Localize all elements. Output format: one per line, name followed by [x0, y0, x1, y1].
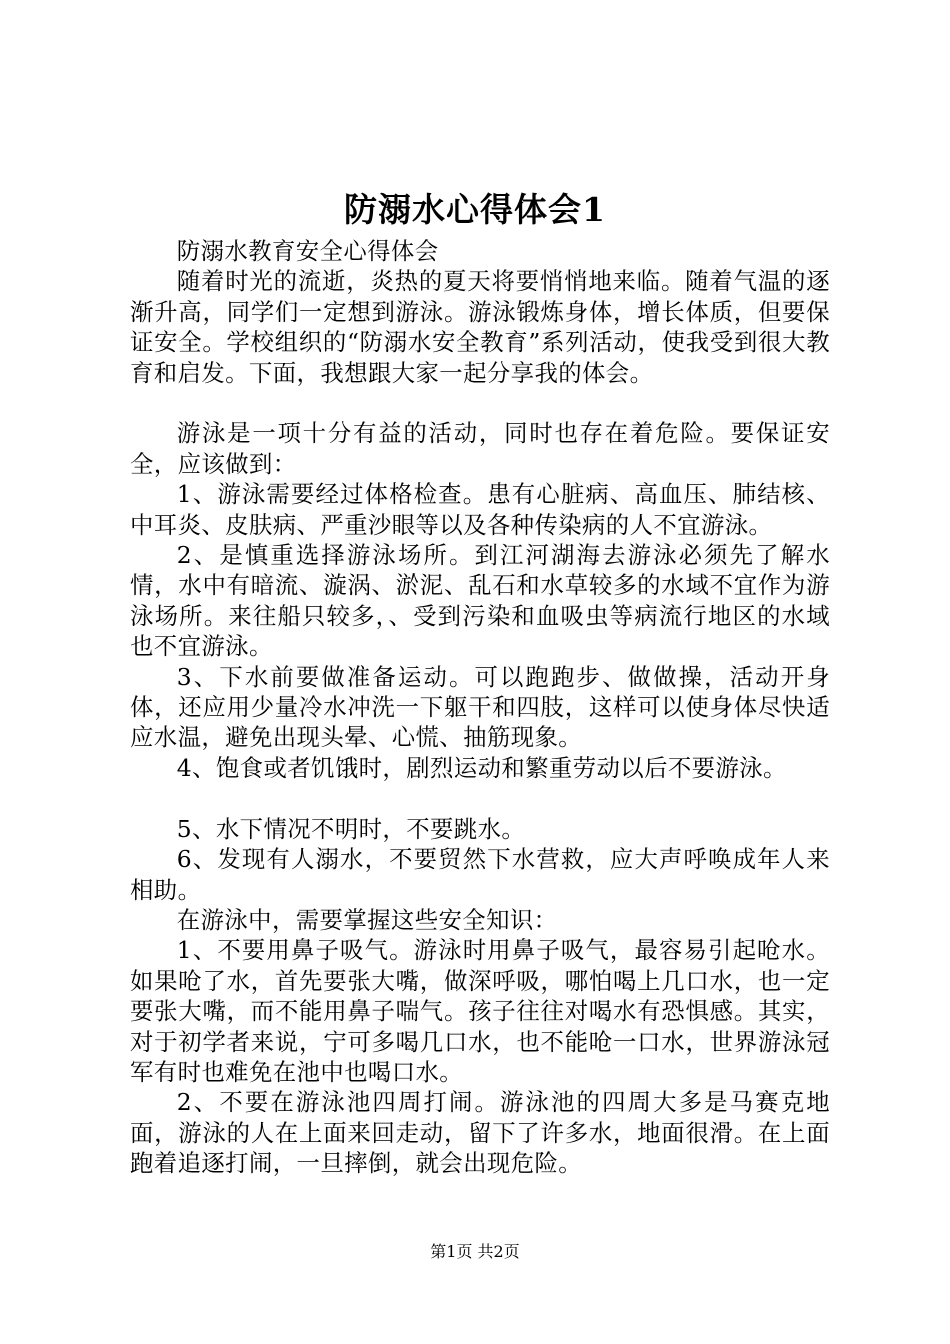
paragraph-knowledge-1: 1、不要用鼻子吸气。游泳时用鼻子吸气，最容易引起呛水。如果呛了水，首先要张大嘴，做深呼吸，哪怕喝上几口水，也一定要张大嘴，而不能用鼻子喘气。孩子往往对喝水有恐惧感。其实，对于初学者来说，宁可多喝几口水，也不能呛一口水，世界游泳冠军有时也难免在池中也喝口水。 — [130, 936, 830, 1086]
paragraph-item-3: 3、下水前要做准备运动。可以跑跑步、做做操，活动开身体，还应用少量冷水冲洗一下躯干和四肢，这样可以使身体尽快适应水温，避免出现头晕、心慌、抽筋现象。 — [130, 662, 830, 752]
paragraph-item-2: 2、是慎重选择游泳场所。到江河湖海去游泳必须先了解水情，水中有暗流、漩涡、淤泥、乱石和水草较多的水域不宜作为游泳场所。来往船只较多，、受到污染和血吸虫等病流行地区的水域也不宜游泳。 — [130, 541, 830, 661]
paragraph-item-6: 6、发现有人溺水，不要贸然下水营救，应大声呼唤成年人来相助。 — [130, 845, 830, 904]
paragraph-item-1: 1、游泳需要经过体格检查。患有心脏病、高血压、肺结核、中耳炎、皮肤病、严重沙眼等以及各种传染病的人不宜游泳。 — [130, 480, 830, 539]
paragraph-knowledge-lead: 在游泳中，需要掌握这些安全知识： — [176, 905, 558, 934]
page-indicator: 第1页 共2页 — [430, 1242, 520, 1261]
paragraph-intro: 随着时光的流逝，炎热的夏天将要悄悄地来临。随着气温的逐渐升高，同学们一定想到游泳。游泳锻炼身体，增长体质，但要保证安全。学校组织的“防溺水安全教育”系列活动，使我受到很大教育和启发。下面，我想跟大家一起分享我的体会。 — [130, 267, 830, 387]
document-body — [130, 236, 830, 1179]
paragraph-item-5: 5、水下情况不明时，不要跳水。 — [176, 814, 526, 843]
paragraph-item-4: 4、饱食或者饥饿时，剧烈运动和繁重劳动以后不要游泳。 — [176, 753, 787, 782]
document-title: 防溺水心得体会1 — [344, 190, 606, 229]
paragraph-knowledge-2: 2、不要在游泳池四周打闹。游泳池的四周大多是马赛克地面，游泳的人在上面来回走动，留下了许多水，地面很滑。在上面跑着追逐打闹，一旦摔倒，就会出现危险。 — [130, 1088, 830, 1178]
paragraph-safety-lead: 游泳是一项十分有益的活动，同时也存在着危险。要保证安全，应该做到： — [130, 419, 830, 478]
paragraph-subtitle: 防溺水教育安全心得体会 — [176, 237, 439, 265]
